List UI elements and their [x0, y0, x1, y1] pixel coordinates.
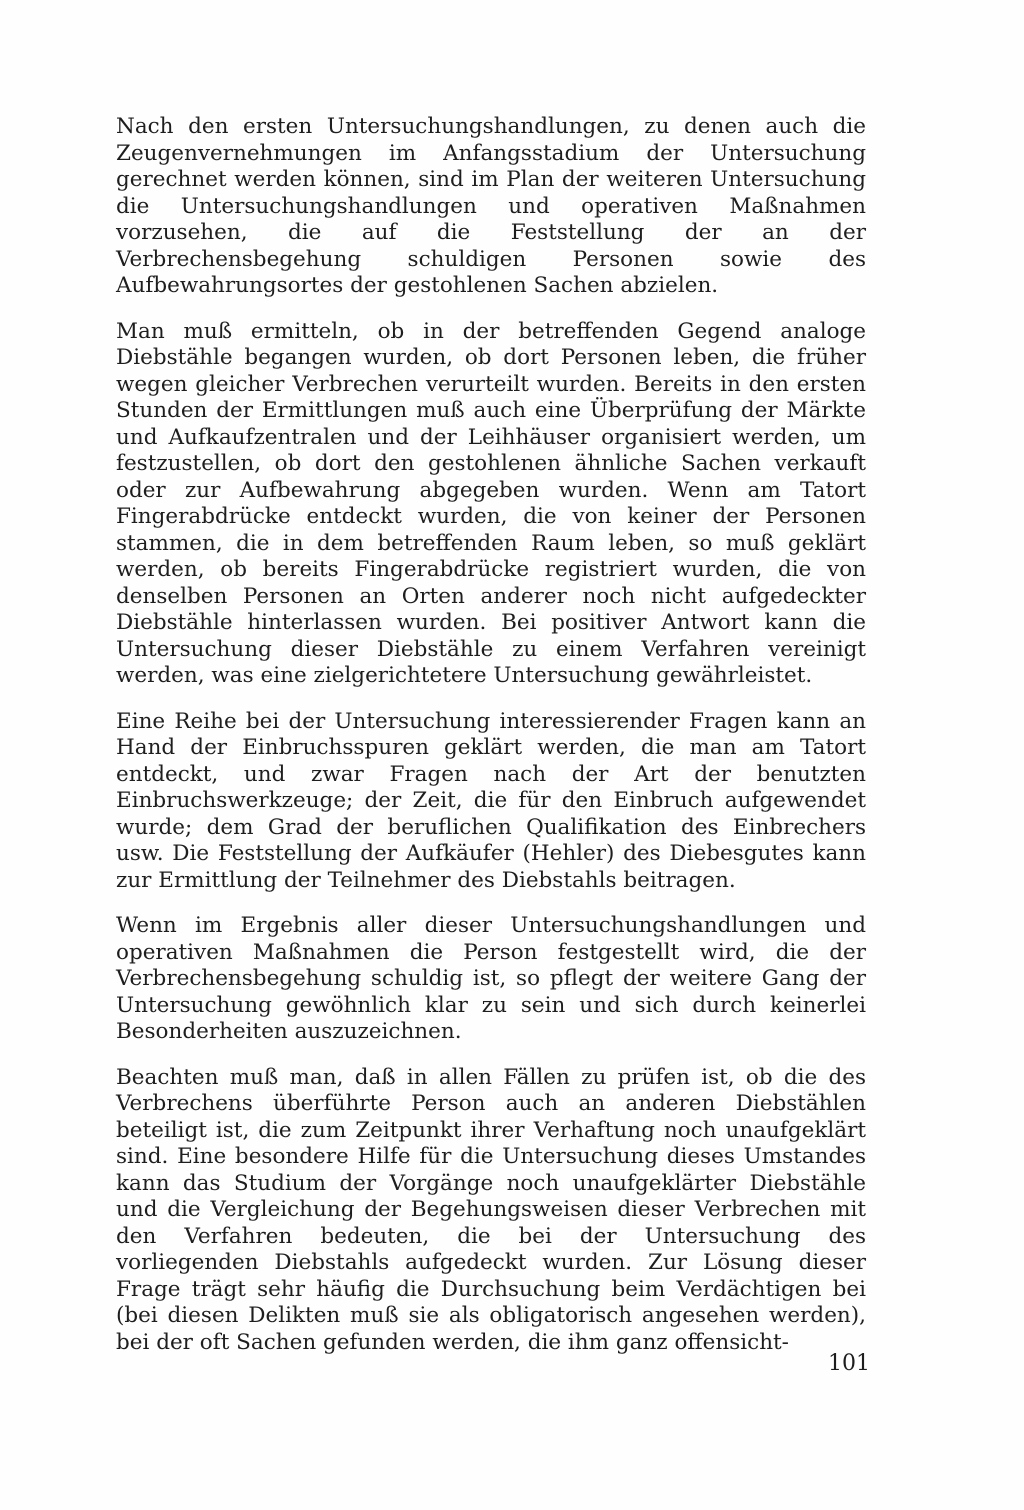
paragraph-1: Nach den ersten Untersuchungshandlungen, zu denen auch die Zeugenvernehmungen im Anfangsstadium der Untersuchung gerechnet werden können, sind im Plan der weiteren Untersuchung die Untersuchungshandlungen und operativen Maßnahmen vorzusehen, die auf die Feststellung der an der Verbrechensbegehung schuldigen Personen sowie des Aufbewahrungsortes der gestohlenen Sachen abzielen.	[116, 114, 866, 298]
paragraph-3: Eine Reihe bei der Untersuchung interessierender Fragen kann an Hand der Einbruchsspuren geklärt werden, die man am Tatort entdeckt, und zwar Fragen nach der Art der benutzten Einbruchswerkzeuge; der Zeit, die für den Einbruch aufgewendet wurde; dem Grad der beruflichen Qualifikation des Einbrechers usw. Die Feststellung der Aufkäufer (Hehler) des Diebesgutes kann zur Ermittlung der Teilnehmer des Diebstahls beitragen.	[116, 708, 866, 893]
body-text	[116, 114, 866, 1375]
page-number: 101	[828, 1351, 870, 1376]
paragraph-4: Wenn im Ergebnis aller dieser Untersuchungshandlungen und operativen Maßnahmen die Person festgestellt wird, die der Verbrechensbegehung schuldig ist, so pflegt der weitere Gang der Untersuchung gewöhnlich klar zu sein und sich durch keinerlei Besonderheiten auszuzeichnen.	[116, 913, 866, 1044]
paragraph-5: Beachten muß man, daß in allen Fällen zu prüfen ist, ob die des Verbrechens überführte Person auch an anderen Diebstählen beteiligt ist, die zum Zeitpunkt ihrer Verhaftung noch unaufgeklärt sind. Eine besondere Hilfe für die Untersuchung dieses Umstandes kann das Studium der Vorgänge noch unaufgeklärter Diebstähle und die Vergleichung der Begehungsweisen dieser Verbrechen mit den Verfahren bedeuten, die bei der Untersuchung des vorliegenden Diebstahls aufgedeckt wurden. Zur Lösung dieser Frage trägt sehr häufig die Durchsuchung beim Verdächtigen bei (bei diesen Delikten muß sie als obligatorisch angesehen werden), bei der oft Sachen gefunden werden, die ihm ganz offensicht-	[116, 1064, 866, 1355]
paragraph-2: Man muß ermitteln, ob in der betreffenden Gegend analoge Diebstähle begangen wurden, ob dort Personen leben, die früher wegen gleicher Verbrechen verurteilt wurden. Bereits in den ersten Stunden der Ermittlungen muß auch eine Überprüfung der Märkte und Aufkaufzentralen und der Leihhäuser organisiert werden, um festzustellen, ob dort den gestohlenen ähnliche Sachen verkauft oder zur Aufbewahrung abgegeben wurden. Wenn am Tatort Fingerabdrücke entdeckt wurden, die von keiner der Personen stammen, die in dem betreffenden Raum leben, so muß geklärt werden, ob bereits Fingerabdrücke registriert wurden, die von denselben Personen an Orten anderer noch nicht aufgedeckter Diebstähle hinterlassen wurden. Bei positiver Antwort kann die Untersuchung dieser Diebstähle zu einem Verfahren vereinigt werden, was eine zielgerichtetere Untersuchung gewährleistet.	[116, 318, 866, 688]
